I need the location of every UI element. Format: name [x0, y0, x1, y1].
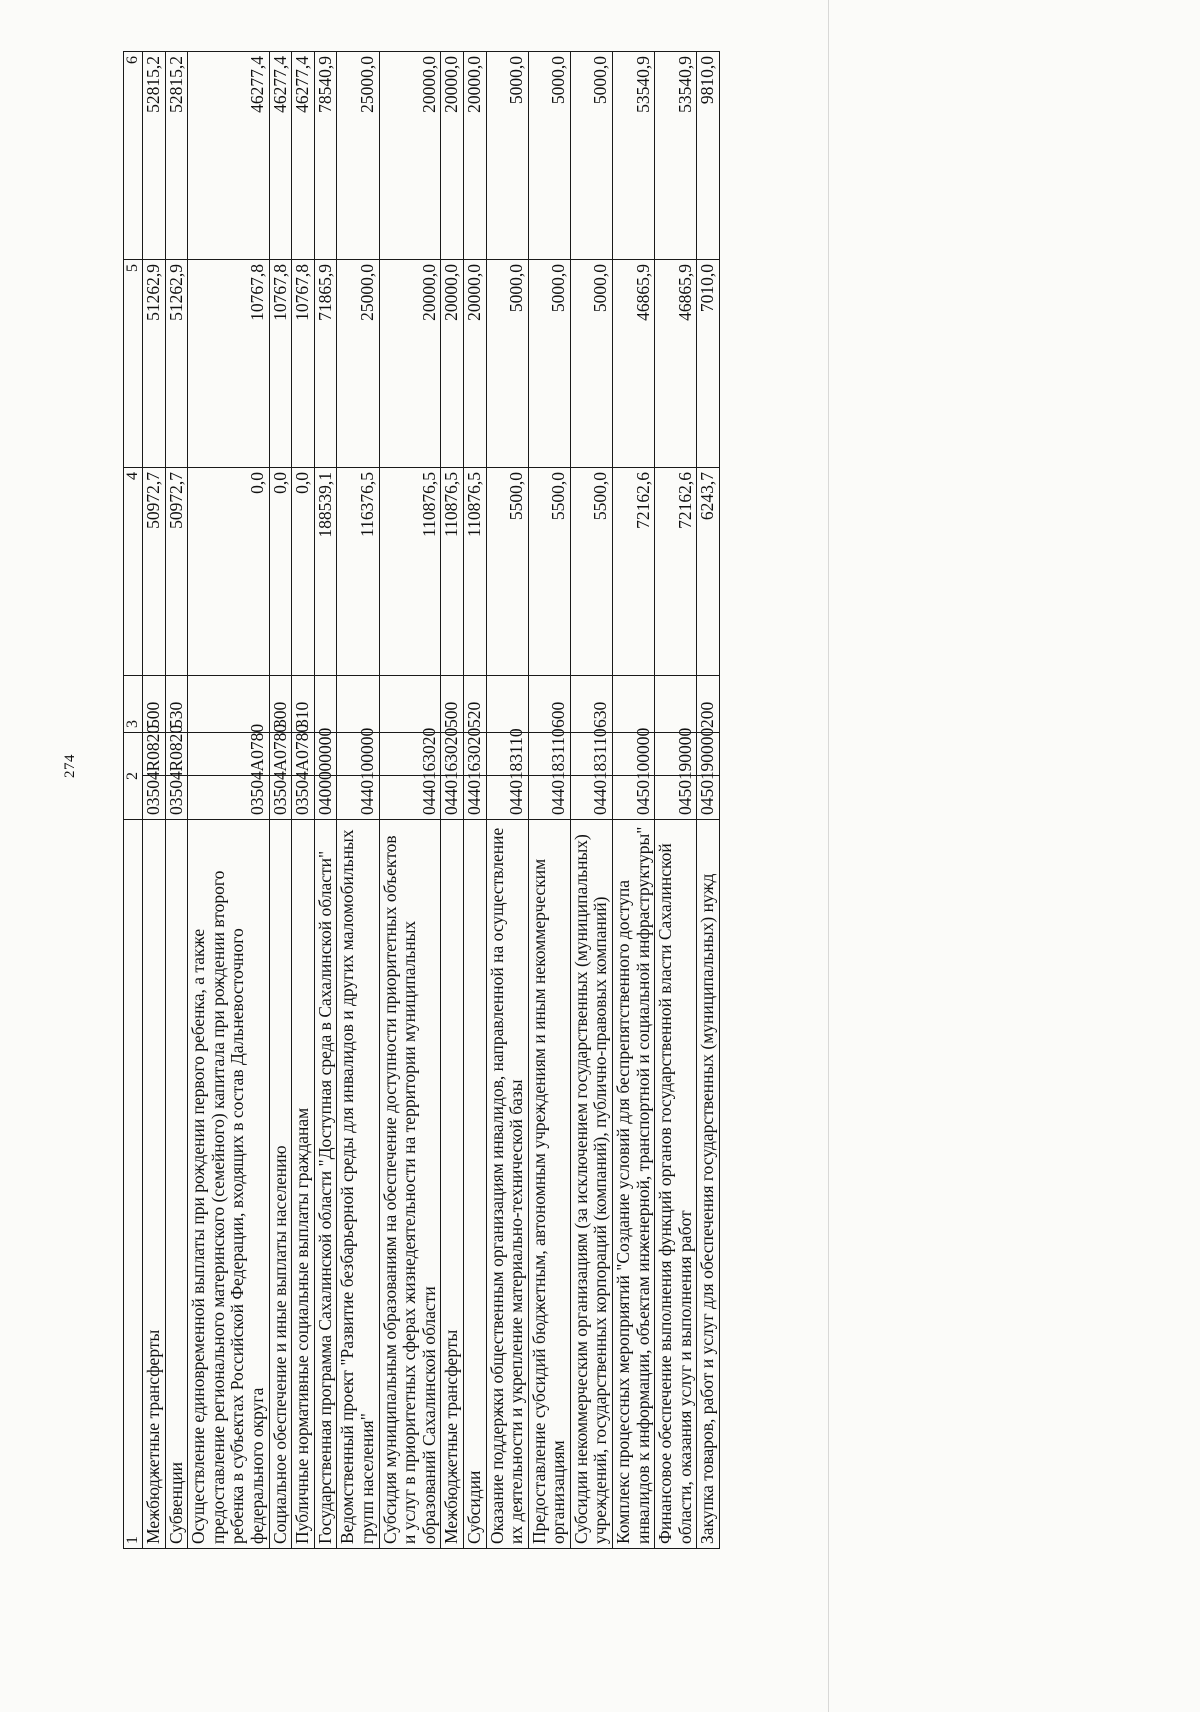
- table-row: [337, 52, 379, 1549]
- row-amount-col6: 46277,4: [292, 52, 315, 260]
- row-name: Межбюджетные трансферты: [441, 820, 464, 1549]
- row-name: Закупка товаров, работ и услуг для обеспечения государственных (муниципальных) нужд: [697, 820, 720, 1549]
- table-row: [486, 52, 528, 1549]
- row-name: Субсидия муниципальным образованиям на обеспечение доступности приоритетных объектов и услуг в приоритетных сферах жизнедеятельности на территории муниципальных образований Сахалинской области: [379, 820, 441, 1549]
- row-amount-col4: 72162,6: [655, 468, 697, 676]
- table-row: [528, 52, 570, 1549]
- row-amount-col5: 51262,9: [165, 260, 188, 468]
- row-amount-col6: 20000,0: [379, 52, 441, 260]
- header-col-5: 5: [124, 260, 143, 468]
- row-code-direction: A0780: [188, 733, 269, 777]
- row-amount-col5: 46865,9: [613, 260, 655, 468]
- row-amount-col5: 7010,0: [697, 260, 720, 468]
- row-amount-col6: 20000,0: [441, 52, 464, 260]
- row-amount-col5: 10767,8: [269, 260, 292, 468]
- row-code-direction: 00000: [337, 733, 379, 777]
- row-name: Субсидии некоммерческим организациям (за исключением государственных (муниципальных) учреждений, государственных корпораций (компаний), публично-правовых компаний): [570, 820, 612, 1549]
- page-number: 274: [62, 754, 78, 778]
- row-amount-col5: 10767,8: [292, 260, 315, 468]
- table-row: [441, 52, 464, 1549]
- row-name: Предоставление субсидий бюджетным, автономным учреждениям и иным некоммерческим организациям: [528, 820, 570, 1549]
- row-amount-col6: 5000,0: [486, 52, 528, 260]
- row-code-direction: 83110: [528, 733, 570, 777]
- row-amount-col4: 110876,5: [441, 468, 464, 676]
- row-expense-type: 630: [570, 676, 612, 733]
- row-name: Осуществление единовременной выплаты при рождении первого ребенка, а также предоставление регионального материнского (семейного) капитала при рождении второго ребенка в субъектах Российской Федерации, входящих в состав Дальневосточного федерального округа: [188, 820, 269, 1549]
- row-expense-type: 500: [143, 676, 166, 733]
- row-code-direction: 63020: [379, 733, 441, 777]
- row-amount-col6: 46277,4: [269, 52, 292, 260]
- row-expense-type: 600: [528, 676, 570, 733]
- row-amount-col6: 52815,2: [165, 52, 188, 260]
- row-amount-col4: 5500,0: [528, 468, 570, 676]
- row-amount-col6: 5000,0: [570, 52, 612, 260]
- row-amount-col4: 0,0: [269, 468, 292, 676]
- header-col-4: 4: [124, 468, 143, 676]
- row-code-direction: A0780: [292, 733, 315, 777]
- header-col-6: 6: [124, 52, 143, 260]
- row-amount-col5: 71865,9: [314, 260, 337, 468]
- row-amount-col5: 5000,0: [528, 260, 570, 468]
- row-code-program: 03504: [292, 776, 315, 820]
- row-name: Субсидии: [463, 820, 486, 1549]
- row-amount-col4: 110876,5: [379, 468, 441, 676]
- table-row: [188, 52, 269, 1549]
- row-amount-col4: 72162,6: [613, 468, 655, 676]
- row-name: Финансовое обеспечение выполнения функций органов государственной власти Сахалинской области, оказания услуг и выполнения работ: [655, 820, 697, 1549]
- row-code-direction: 00000: [314, 733, 337, 777]
- table-header-row: [124, 52, 143, 1549]
- table-row: [655, 52, 697, 1549]
- row-amount-col4: 110876,5: [463, 468, 486, 676]
- row-amount-col4: 6243,7: [697, 468, 720, 676]
- row-amount-col6: 53540,9: [613, 52, 655, 260]
- row-name: Социальное обеспечение и иные выплаты населению: [269, 820, 292, 1549]
- row-code-program: 04000: [314, 776, 337, 820]
- row-amount-col5: 5000,0: [486, 260, 528, 468]
- row-code-direction: 90000: [655, 733, 697, 777]
- table-row: [165, 52, 188, 1549]
- row-code-direction: 63020: [441, 733, 464, 777]
- row-code-program: 04401: [441, 776, 464, 820]
- row-code-program: 04401: [463, 776, 486, 820]
- row-amount-col6: 52815,2: [143, 52, 166, 260]
- row-amount-col5: 25000,0: [337, 260, 379, 468]
- row-amount-col6: 46277,4: [188, 52, 269, 260]
- row-expense-type: 500: [441, 676, 464, 733]
- table-row: [292, 52, 315, 1549]
- row-expense-type: 200: [697, 676, 720, 733]
- table-row: [570, 52, 612, 1549]
- row-code-program: 03504: [269, 776, 292, 820]
- table-row: [269, 52, 292, 1549]
- row-code-direction: R0820: [143, 733, 166, 777]
- row-name: Государственная программа Сахалинской области "Доступная среда в Сахалинской области": [314, 820, 337, 1549]
- row-code-program: 04401: [486, 776, 528, 820]
- row-name: Комплекс процессных мероприятий "Создание условий для беспрепятственного доступа инвалидов к информации, объектам инженерной, транспортной и социальной инфраструктуры": [613, 820, 655, 1549]
- table-row: [613, 52, 655, 1549]
- row-amount-col6: 20000,0: [463, 52, 486, 260]
- row-name: Субвенции: [165, 820, 188, 1549]
- row-code-program: 04401: [337, 776, 379, 820]
- row-name: Ведомственный проект "Развитие безбарьерной среды для инвалидов и других маломобильных групп населения": [337, 820, 379, 1549]
- row-expense-type: 300: [269, 676, 292, 733]
- row-expense-type: [655, 676, 697, 733]
- table-row: [463, 52, 486, 1549]
- row-amount-col6: 53540,9: [655, 52, 697, 260]
- row-name: Публичные нормативные социальные выплаты гражданам: [292, 820, 315, 1549]
- rotated-table-container: [123, 51, 1108, 1549]
- table-body: [143, 52, 720, 1549]
- row-expense-type: 310: [292, 676, 315, 733]
- row-code-program: 03504: [143, 776, 166, 820]
- row-amount-col4: 50972,7: [143, 468, 166, 676]
- row-amount-col4: 5500,0: [486, 468, 528, 676]
- table-row: [697, 52, 720, 1549]
- row-amount-col5: 46865,9: [655, 260, 697, 468]
- row-code-direction: 90000: [697, 733, 720, 777]
- row-amount-col5: 10767,8: [188, 260, 269, 468]
- row-code-direction: A0780: [269, 733, 292, 777]
- row-amount-col4: 188539,1: [314, 468, 337, 676]
- row-amount-col4: 50972,7: [165, 468, 188, 676]
- table-row: [314, 52, 337, 1549]
- row-amount-col6: 9810,0: [697, 52, 720, 260]
- row-expense-type: [613, 676, 655, 733]
- row-amount-col4: 5500,0: [570, 468, 612, 676]
- row-code-program: 04401: [379, 776, 441, 820]
- row-amount-col5: 51262,9: [143, 260, 166, 468]
- row-expense-type: [486, 676, 528, 733]
- header-col-2: 2: [124, 733, 143, 820]
- row-code-program: 03504: [188, 776, 269, 820]
- row-code-program: 04501: [655, 776, 697, 820]
- row-code-program: 04501: [613, 776, 655, 820]
- row-expense-type: 530: [165, 676, 188, 733]
- row-amount-col4: 0,0: [292, 468, 315, 676]
- header-col-1: 1: [124, 820, 143, 1549]
- row-code-direction: 83110: [486, 733, 528, 777]
- row-code-program: 04501: [697, 776, 720, 820]
- row-name: Оказание поддержки общественным организациям инвалидов, направленной на осуществление их деятельности и укрепление материально-технической базы: [486, 820, 528, 1549]
- row-amount-col5: 5000,0: [570, 260, 612, 468]
- header-col-3: 3: [124, 676, 143, 733]
- row-amount-col5: 20000,0: [463, 260, 486, 468]
- row-expense-type: 520: [463, 676, 486, 733]
- row-code-program: 03504: [165, 776, 188, 820]
- row-amount-col6: 25000,0: [337, 52, 379, 260]
- row-expense-type: [314, 676, 337, 733]
- row-amount-col6: 5000,0: [528, 52, 570, 260]
- table-row: [379, 52, 441, 1549]
- row-expense-type: [379, 676, 441, 733]
- row-amount-col6: 78540,9: [314, 52, 337, 260]
- row-expense-type: [337, 676, 379, 733]
- row-code-direction: 63020: [463, 733, 486, 777]
- row-name: Межбюджетные трансферты: [143, 820, 166, 1549]
- row-code-direction: R0820: [165, 733, 188, 777]
- row-amount-col4: 116376,5: [337, 468, 379, 676]
- row-amount-col4: 0,0: [188, 468, 269, 676]
- table-row: [143, 52, 166, 1549]
- row-code-program: 04401: [570, 776, 612, 820]
- budget-table: [123, 51, 720, 1549]
- row-amount-col5: 20000,0: [379, 260, 441, 468]
- row-amount-col5: 20000,0: [441, 260, 464, 468]
- row-code-direction: 00000: [613, 733, 655, 777]
- row-code-direction: 83110: [570, 733, 612, 777]
- row-code-program: 04401: [528, 776, 570, 820]
